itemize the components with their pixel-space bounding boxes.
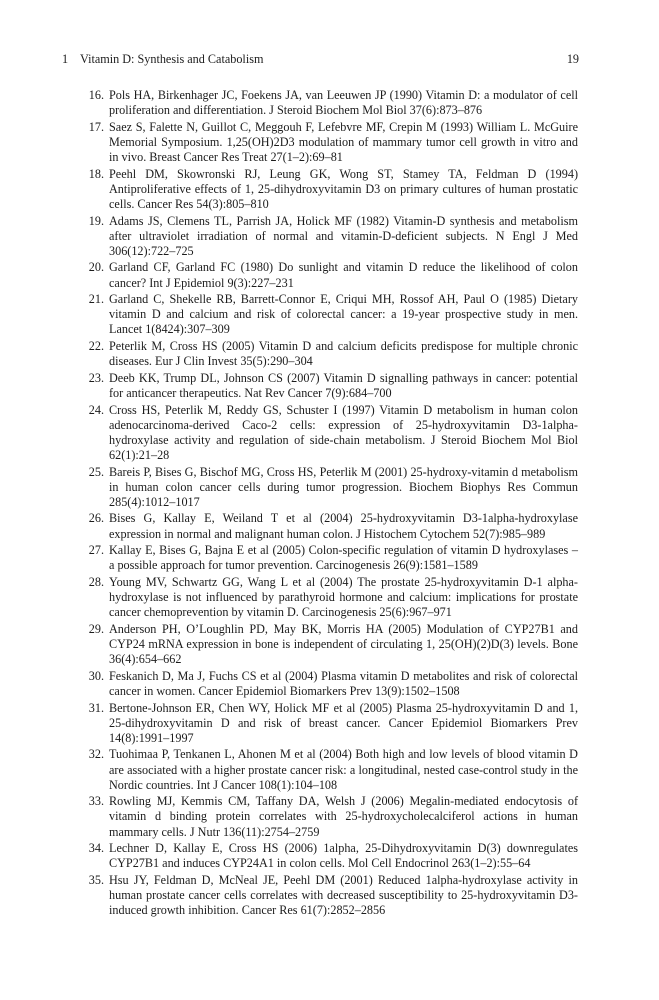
reference-item xyxy=(82,841,578,871)
reference-number: 24. xyxy=(88,402,104,417)
reference-item xyxy=(82,701,578,746)
reference-item xyxy=(82,214,578,259)
reference-text: Garland CF, Garland FC (1980) Do sunlight and vitamin D reduce the likelihood of colon cancer? Int J Epidemiol 9(3):227–231 xyxy=(109,260,578,290)
reference-text: Bareis P, Bises G, Bischof MG, Cross HS, Peterlik M (2001) 25-hydroxy-vitamin d metabolism in human colon cancer cells during tumor progression. Biochem Biophys Res Commun 285(4):1012–1017 xyxy=(109,464,578,509)
reference-text: Rowling MJ, Kemmis CM, Taffany DA, Welsh J (2006) Megalin-mediated endocytosis of vitamin d binding protein correlates with 25-hydroxycholecalciferol actions in human mammary cells. J Nutr 136(11):2754–2759 xyxy=(109,794,578,839)
reference-item xyxy=(82,465,578,510)
reference-text: Saez S, Falette N, Guillot C, Meggouh F, Lefebvre MF, Crepin M (1993) William L. McGuire Memorial Symposium. 1,25(OH)2D3 modulation of mammary tumor cell growth in vitro and in vivo. Breast Cancer Res Treat 27(1–2):69–81 xyxy=(109,119,578,164)
page-number: 19 xyxy=(566,52,579,66)
reference-text: Anderson PH, O’Loughlin PD, May BK, Morris HA (2005) Modulation of CYP27B1 and CYP24 mRNA expression in bone is independent of circulating 1, 25(OH)(2)D(3) levels. Bone 36(4):654–662 xyxy=(109,621,578,667)
reference-text: Young MV, Schwartz GG, Wang L et al (2004) The prostate 25-hydroxyvitamin D-1 alpha-hydroxylase is not influenced by parathyroid hormone and calcium: implications for prostate cancer chemoprevention by vitamin D. Carcinogenesis 25(6):967–971 xyxy=(109,575,578,620)
chapter-number: 1 xyxy=(62,52,69,66)
reference-number: 17. xyxy=(88,119,104,134)
reference-item xyxy=(82,167,578,212)
reference-list xyxy=(82,88,578,920)
reference-text: Bertone-Johnson ER, Chen WY, Holick MF et al (2005) Plasma 25-hydroxyvitamin D and 1, 25-dihydroxyvitamin D and risk of breast cancer. Cancer Epidemiol Biomarkers Prev 14(8):1991–1997 xyxy=(109,700,578,745)
reference-text: Kallay E, Bises G, Bajna E et al (2005) Colon-specific regulation of vitamin D hydroxylases – a possible approach for tumor prevention. Carcinogenesis 26(9):1581–1589 xyxy=(109,543,578,573)
reference-text: Lechner D, Kallay E, Cross HS (2006) 1alpha, 25-Dihydroxyvitamin D(3) downregulates CYP27B1 and induces CYP24A1 in colon cells. Mol Cell Endocrinol 263(1–2):55–64 xyxy=(109,841,578,871)
reference-item xyxy=(82,88,578,118)
reference-number: 27. xyxy=(88,543,104,558)
reference-text: Adams JS, Clemens TL, Parrish JA, Holick MF (1982) Vitamin-D synthesis and metabolism after ultraviolet irradiation of normal and vitamin-D-deficient subjects. N Engl J Med 306(12):722–725 xyxy=(109,213,578,258)
reference-number: 28. xyxy=(88,575,104,590)
reference-number: 22. xyxy=(88,339,104,354)
reference-item xyxy=(82,575,578,620)
reference-number: 33. xyxy=(88,794,104,809)
reference-item xyxy=(82,873,578,918)
reference-item xyxy=(82,292,578,337)
reference-number: 32. xyxy=(88,747,104,762)
reference-item xyxy=(82,747,578,792)
reference-number: 26. xyxy=(88,511,104,526)
reference-number: 34. xyxy=(88,841,104,856)
reference-number: 16. xyxy=(88,88,104,102)
reference-item xyxy=(82,794,578,839)
reference-item xyxy=(82,543,578,573)
reference-item xyxy=(82,669,578,699)
reference-text: Hsu JY, Feldman D, McNeal JE, Peehl DM (2001) Reduced 1alpha-hydroxylase activity in human prostate cancer cells correlates with decreased susceptibility to 25-hydroxyvitamin D3-induced growth inhibition. Cancer Res 61(7):2852–2856 xyxy=(109,872,578,918)
reference-number: 29. xyxy=(88,621,104,636)
reference-text: Cross HS, Peterlik M, Reddy GS, Schuster I (1997) Vitamin D metabolism in human colon adenocarcinoma-derived Caco-2 cells: expression of 25-hydroxyvitamin D3-1alpha-hydroxylase activity and regulation of side-chain metabolism. J Steroid Biochem Mol Biol 62(1):21–28 xyxy=(109,402,578,462)
reference-item xyxy=(82,511,578,541)
reference-text: Deeb KK, Trump DL, Johnson CS (2007) Vitamin D signalling pathways in cancer: potential for anticancer therapeutics. Nat Rev Cancer 7(9):684–700 xyxy=(109,370,578,400)
reference-number: 20. xyxy=(88,260,104,275)
reference-text: Pols HA, Birkenhager JC, Foekens JA, van Leeuwen JP (1990) Vitamin D: a modulator of cell proliferation and differentiation. J Steroid Biochem Mol Biol 37(6):873–876 xyxy=(109,88,578,118)
reference-item xyxy=(82,622,578,667)
reference-number: 21. xyxy=(88,292,104,307)
reference-text: Peterlik M, Cross HS (2005) Vitamin D and calcium deficits predispose for multiple chronic diseases. Eur J Clin Invest 35(5):290–304 xyxy=(109,339,578,369)
reference-number: 30. xyxy=(88,668,104,683)
chapter-title xyxy=(62,52,263,67)
reference-item xyxy=(82,120,578,165)
reference-number: 35. xyxy=(88,872,104,887)
reference-text: Tuohimaa P, Tenkanen L, Ahonen M et al (2004) Both high and low levels of blood vitamin D are associated with a higher prostate cancer risk: a longitudinal, nested case-control study in the Nordic countries. Int J Cancer 108(1):104–108 xyxy=(109,747,578,792)
reference-text: Garland C, Shekelle RB, Barrett-Connor E, Criqui MH, Rossof AH, Paul O (1985) Dietary vitamin D and calcium and risk of colorectal cancer: a 19-year prospective study in men. Lancet 1(8424):307–309 xyxy=(109,292,578,337)
reference-number: 23. xyxy=(88,370,104,385)
reference-text: Feskanich D, Ma J, Fuchs CS et al (2004) Plasma vitamin D metabolites and risk of colorectal cancer in women. Cancer Epidemiol Biomarkers Prev 13(9):1502–1508 xyxy=(109,668,578,698)
reference-number: 25. xyxy=(88,464,104,479)
reference-number: 31. xyxy=(88,700,104,715)
reference-number: 18. xyxy=(88,166,104,181)
reference-item xyxy=(82,260,578,290)
reference-number: 19. xyxy=(88,213,104,228)
reference-text: Bises G, Kallay E, Weiland T et al (2004) 25-hydroxyvitamin D3-1alpha-hydroxylase expression in normal and malignant human colon. J Histochem Cytochem 52(7):985–989 xyxy=(109,511,578,541)
reference-text: Peehl DM, Skowronski RJ, Leung GK, Wong ST, Stamey TA, Feldman D (1994) Antiproliferative effects of 1, 25-dihydroxyvitamin D3 on primary cultures of human prostatic cells. Cancer Res 54(3):805–810 xyxy=(109,166,578,211)
reference-item xyxy=(82,339,578,369)
reference-item xyxy=(82,371,578,401)
reference-item xyxy=(82,403,578,463)
chapter-title-text: Vitamin D: Synthesis and Catabolism xyxy=(80,52,264,66)
